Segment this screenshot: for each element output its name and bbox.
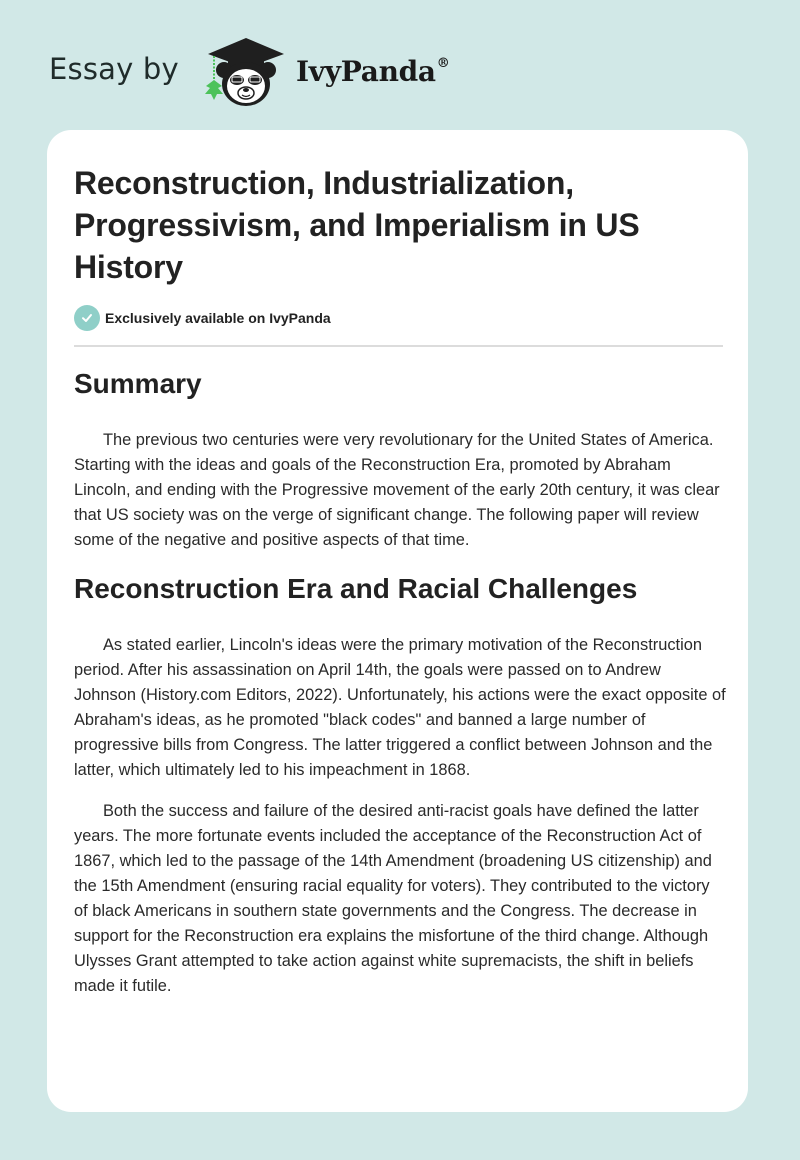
essay-card bbox=[47, 130, 748, 1112]
section-heading-summary: Summary bbox=[74, 368, 202, 399]
brand-logo-text[interactable] bbox=[296, 55, 449, 88]
section-heading-reconstruction: Reconstruction Era and Racial Challenges bbox=[74, 573, 638, 604]
exclusive-badge bbox=[74, 305, 331, 331]
paragraph: Both the success and failure of the desired anti-racist goals have defined the latter years. The more fortunate events included the acceptance of the Reconstruction Act of 1867, which led to the passage of the 14th Amendment (broadening US citizenship) and the 15th Amendment (ensuring racial equality for voters). They contributed to the victory of black Americans in southern state governments and the Congress. The decrease in support for the Reconstruction era explains the misfortune of the third change. Although Ulysses Grant attempted to take action against white supremacists, the shift in beliefs made it futile. bbox=[74, 802, 712, 995]
exclusive-text: Exclusively available on IvyPanda bbox=[105, 310, 331, 326]
brand-name: IvyPanda bbox=[296, 55, 436, 88]
essay-by-label: Essay by bbox=[49, 52, 179, 86]
registered-mark: ® bbox=[436, 56, 450, 71]
site-header bbox=[0, 0, 800, 130]
divider bbox=[74, 345, 723, 347]
panda-graduate-icon[interactable] bbox=[200, 34, 292, 110]
page-title: Reconstruction, Industrialization, Progressivism, and Imperialism in US History bbox=[74, 165, 640, 285]
essay-body bbox=[74, 364, 726, 999]
paragraph: The previous two centuries were very revolutionary for the United States of America. Starting with the ideas and goals of the Reconstruction Era, promoted by Abraham Lincoln, and ending with the Progressive movement of the early 20th century, it was clear that US society was on the verge of significant change. The following paper will review some of the negative and positive aspects of that time. bbox=[74, 431, 720, 549]
check-circle-icon bbox=[74, 305, 100, 331]
paragraph: As stated earlier, Lincoln's ideas were the primary motivation of the Reconstruction period. After his assassination on April 14th, the goals were passed on to Andrew Johnson (History.com Editors, 2022). Unfortunately, his actions were the exact opposite of Abraham's ideas, as he promoted "black codes" and banned a large number of progressive bills from Congress. The latter triggered a conflict between Johnson and the latter, which ultimately led to his impeachment in 1868. bbox=[74, 636, 726, 779]
